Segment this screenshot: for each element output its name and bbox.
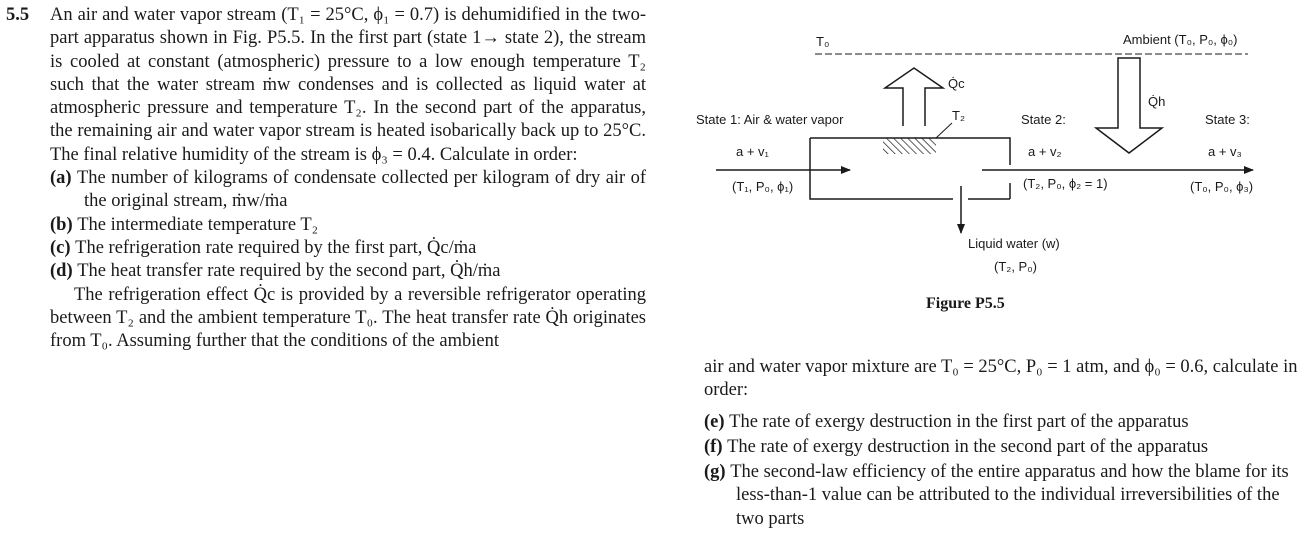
cooling-coil-hatch xyxy=(883,138,936,154)
problem-continuation: The refrigeration effect Q̇c is provided by a reversible refrigerator operating between T₂ and the ambient temperature T₀. The heat transfer rate Q̇h originates from T₀. Assuming further that the conditions of the ambient xyxy=(50,284,646,352)
part-f: (f) The rate of exergy destruction in the second part of the apparatus xyxy=(704,436,1209,457)
problem-number: 5.5 xyxy=(6,5,30,25)
figure-diagram xyxy=(690,20,1300,320)
t2-label: T₂ xyxy=(952,108,965,123)
problem-body xyxy=(50,4,646,353)
state3-flow: a + v₃ xyxy=(1208,144,1242,159)
figure-caption: Figure P5.5 xyxy=(926,295,1005,312)
part-g: (g) The second-law efficiency of the entire apparatus and how the blame for its less-than-1 value can be attributed to the individual irreversibilities of the two parts xyxy=(704,462,1289,529)
t2-leader-line xyxy=(936,123,952,138)
state1-flow: a + v₁ xyxy=(736,144,769,159)
liquid-water-props: (T₂, P₀) xyxy=(994,259,1037,274)
qc-hollow-arrow xyxy=(885,68,943,126)
problem-continuation-right: air and water vapor mixture are T₀ = 25°C, P₀ = 1 atm, and ϕ₀ = 0.6, calculate in order: xyxy=(704,357,1298,401)
figure-p5-5 xyxy=(690,20,1300,320)
part-a: (a) The number of kilograms of condensate collected per kilogram of dry air of the original stream, ṁw/ṁa xyxy=(50,168,646,212)
state2-flow: a + v₂ xyxy=(1028,144,1062,159)
parts-list-second xyxy=(704,411,1304,531)
state2-props: (T₂, P₀, ϕ₂ = 1) xyxy=(1023,176,1108,191)
problem-intro: An air and water vapor stream (T₁ = 25°C, ϕ₁ = 0.7) is dehumidified in the two-part apparatus shown in Fig. P5.5. In the first part (state 1→ state 2), the stream is cooled at constant (atmospheric) pressure to a low enough temperature T₂ such that the water stream ṁw condenses and is collected as liquid water at atmospheric pressure and temperature T₂. In the second part of the apparatus, the remaining air and water vapor stream is heated isobarically back up to 25°C. The final relative humidity of the stream is ϕ₃ = 0.4. Calculate in order: xyxy=(50,5,646,165)
parts-list-first xyxy=(50,167,646,283)
part-e: (e) The rate of exergy destruction in the first part of the apparatus xyxy=(704,411,1189,432)
liquid-water-label: Liquid water (w) xyxy=(968,236,1060,251)
qh-label: Q̇h xyxy=(1148,94,1166,109)
state1-label: State 1: Air & water vapor xyxy=(696,112,844,127)
qc-label: Q̇c xyxy=(948,76,965,91)
part-d: (d) The heat transfer rate required by the second part, Q̇h/ṁa xyxy=(50,261,501,282)
state2-label: State 2: xyxy=(1021,112,1066,127)
part-b: (b) The intermediate temperature T₂ xyxy=(50,214,319,235)
state1-props: (T₁, P₀, ϕ₁) xyxy=(732,179,794,194)
state3-props: (T₀, P₀, ϕ₃) xyxy=(1190,179,1254,194)
problem-right-column xyxy=(704,356,1304,533)
part-c: (c) The refrigeration rate required by the first part, Q̇c/ṁa xyxy=(50,237,477,258)
problem-left-column xyxy=(6,4,646,353)
t0-label: T₀ xyxy=(816,34,830,49)
ambient-label: Ambient (T₀, P₀, ϕ₀) xyxy=(1123,32,1238,47)
state3-label: State 3: xyxy=(1205,112,1250,127)
